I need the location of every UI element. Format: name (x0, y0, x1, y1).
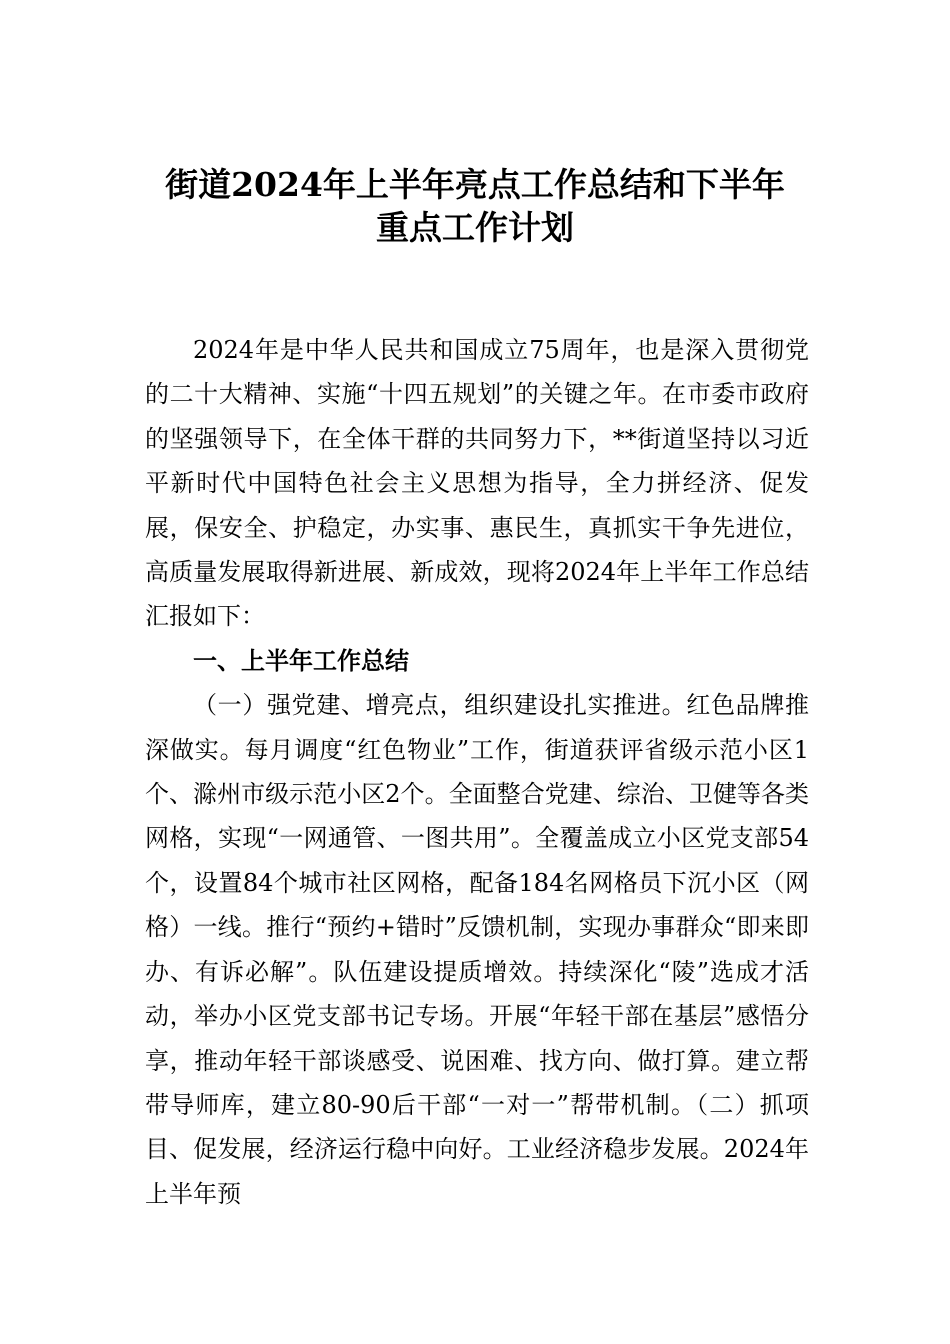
document-body (145, 328, 809, 1216)
section-1-heading: 一、上半年工作总结 (193, 646, 409, 675)
document-title-line-2: 重点工作计划 (376, 208, 574, 247)
section-1-paragraph: （一）强党建、增亮点，组织建设扎实推进。红色品牌推深做实。每月调度“红色物业”工作，街道获评省级示范小区1个、滁州市级示范小区2个。全面整合党建、综治、卫健等各类网格，实现“一网通管、一图共用”。全覆盖成立小区党支部54个，设置84个城市社区网格，配备184名网格员下沉小区（网格）一线。推行“预约+错时”反馈机制，实现办事群众“即来即办、有诉必解”。队伍建设提质增效。持续深化“陵”选成才活动，举办小区党支部书记专场。开展“年轻干部在基层”感悟分享，推动年轻干部谈感受、说困难、找方向、做打算。建立帮带导师库，建立80-90后干部“一对一”帮带机制。（二）抓项目、促发展，经济运行稳中向好。工业经济稳步发展。2024年上半年预 (145, 691, 809, 1208)
document-title-line-1: 街道2024年上半年亮点工作总结和下半年 (165, 165, 785, 204)
intro-paragraph: 2024年是中华人民共和国成立75周年，也是深入贯彻党的二十大精神、实施“十四五规划”的关键之年。在市委市政府的坚强领导下，在全体干群的共同努力下，**街道坚持以习近平新时代中国特色社会主义思想为指导，全力拼经济、促发展，保安全、护稳定，办实事、惠民生，真抓实干争先进位，高质量发展取得新进展、新成效，现将2024年上半年工作总结汇报如下： (145, 336, 809, 631)
